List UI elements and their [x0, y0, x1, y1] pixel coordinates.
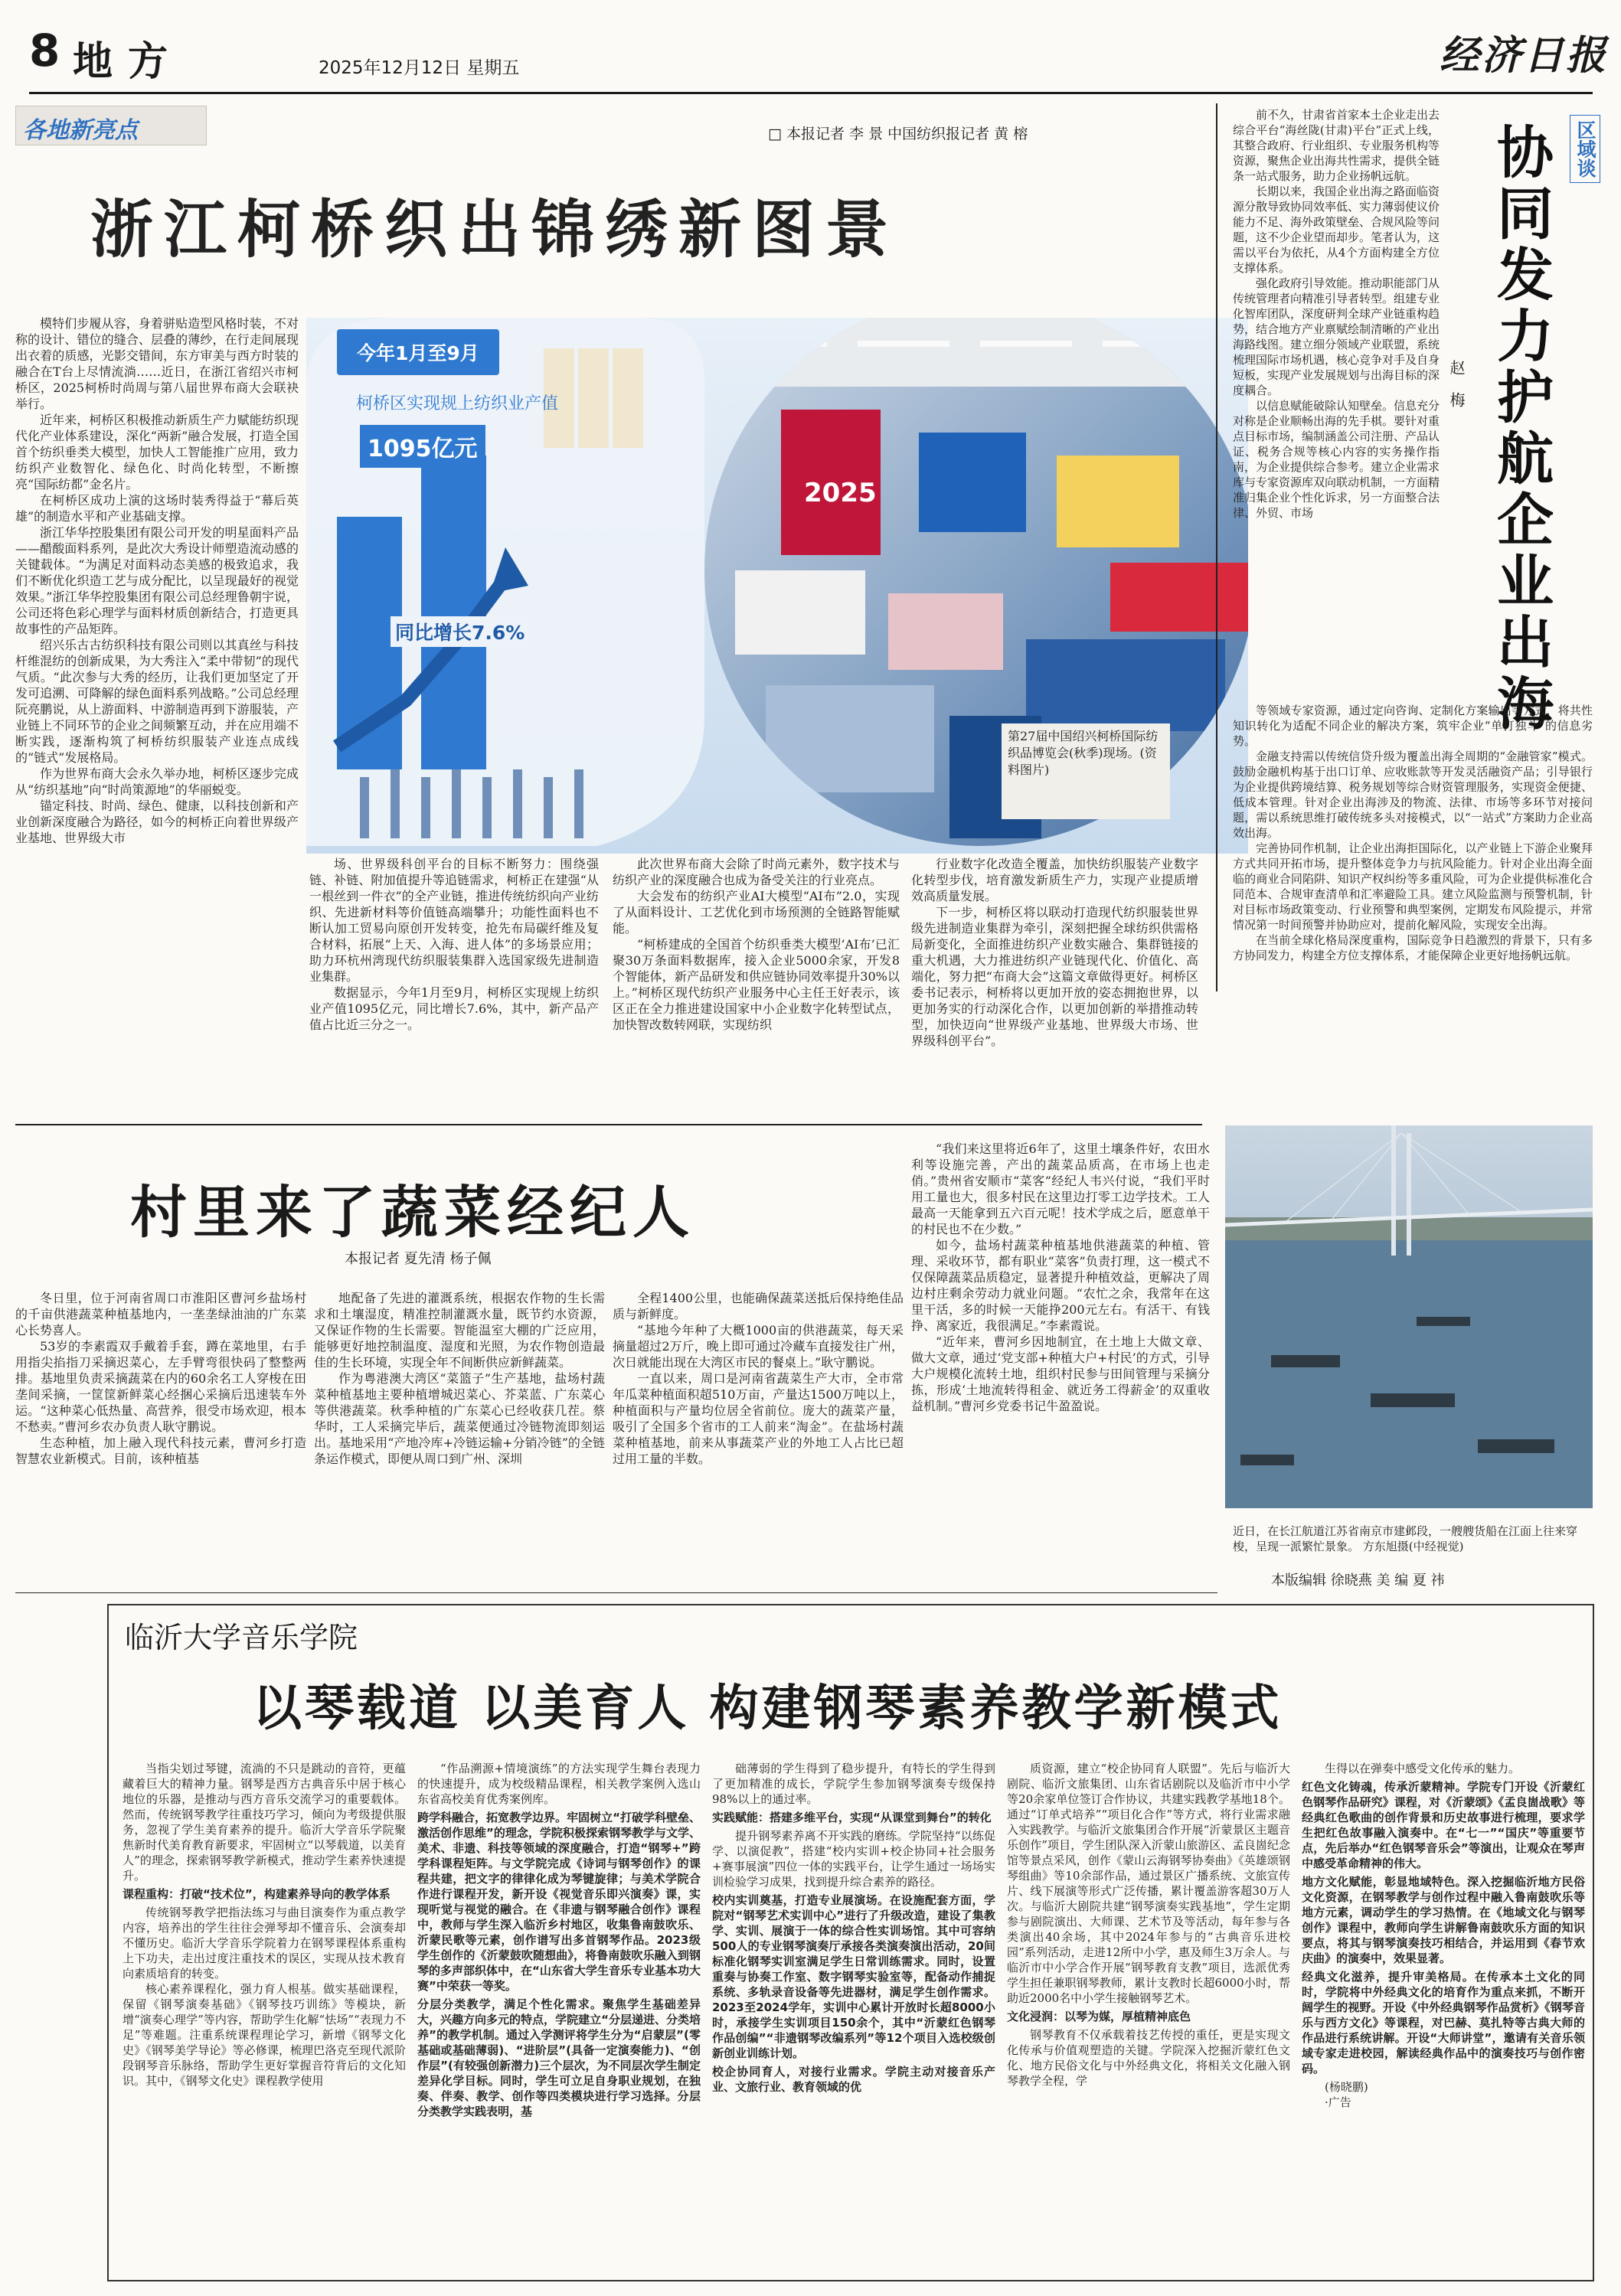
page-editors: 本版编辑 徐晓燕 美 编 夏 祎: [1271, 1573, 1445, 1589]
story1-column-4: [911, 856, 1198, 1118]
sidebar-paragraph: 强化政府引导效能。推动职能部门从传统管理者向精准引导者转型。组建专业化智库团队，深度研判全球产业链重构趋势，结合地方产业禀赋绘制清晰的产业出海路线图。建立细分领域产业联盟，系统梳理国际市场机遇，核心竞争对手及自身短板，实现产业发展规划与出海目标的深度耦合。: [1233, 276, 1440, 397]
story1-headline: 浙江柯桥织出锦绣新图景: [90, 193, 900, 266]
story3-paragraph: 校内实训奠基，打造专业展演场。在设施配套方面，学院对“钢琴艺术实训中心”进行了升级改造，建设了集教学、实训、展演于一体的综合性实训场馆。其中可容纳500人的专业钢琴演奏厅承接各类演奏演出活动，20间标准化钢琴实训室满足学生日常训练需求。同时，设置重奏与协奏工作室、数字钢琴实验室等，配备动作捕捉系统、多轨录音设备等先进器材，满足学生创作需求。2023至2024学年，实训中心累计开放时长超8000小时，承接学生实训项目150余个，其中“沂蒙红色钢琴作品创编”“非遗钢琴改编系列”等12个项目入选校级创新创业训练计划。: [712, 1893, 995, 2060]
story3-paragraph: 课程重构：打破“技术位”，构建素养导向的教学体系: [123, 1887, 391, 1901]
story2-headline: 村里来了蔬菜经纪人: [130, 1180, 695, 1246]
stat-period-chip: 今年1月至9月: [337, 329, 499, 375]
issue-date: 2025年12月12日 星期五: [319, 58, 520, 78]
story1-paragraph: 模特们步履从容，身着骈贴造型风格时装，不对称的设计、错位的缝合、层叠的薄纱，在行走间展现出衣着的质感，光影交错间，东方审美与西方时装的融合在T台上尽情流淌……近日，在浙江省绍兴市柯桥区，2025柯桥时尚周与第八届世界布商大会联袂举行。: [15, 316, 299, 411]
expo-sign-year: 2025: [804, 478, 877, 508]
story2-column-3: [613, 1290, 904, 1581]
story1-paragraph: 锚定科技、时尚、绿色、健康，以科技创新和产业创新深度融合为路径，如今的柯桥正向着世界级产业基地、世界级大市: [15, 799, 299, 845]
story3-paragraph: 文化浸润：以琴为媒，厚植精神底色: [1007, 2010, 1191, 2023]
story3-paragraph: 核心素养课程化，强力育人根基。做实基础课程，保留《钢琴演奏基础》《钢琴技巧训练》等模块，新增“演奏心理学”等内容，帮助学生化解“怯场”“表现力不足”等难题。注重系统课程理论学习，新增《钢琴文化史》《钢琴美学导论》等必修课，梳理巴洛克至现代派阶段钢琴音乐脉络，帮助学生更好掌握音符背后的文化知识。其中，《钢琴文化史》课程教学使用: [123, 1982, 406, 2088]
story-divider-1: [15, 1124, 1202, 1125]
story3-paragraph: 质资源，建立“校企协同育人联盟”。先后与临沂大剧院、临沂文旅集团、山东省话剧院以及临沂市中小学等20余家单位签订合作协议，共建实践教学基地18个。通过“订单式培养”“项目化合作”等方式，将行业需求融入实践教学。与临沂文旅集团合作开展“沂蒙景区主题音乐创作”项目，学生团队深入沂蒙山旅游区、孟良崮纪念馆等景点采风，创作《蒙山云海钢琴协奏曲》《英雄颂钢琴组曲》等10余部作品，通过景区广播系统、文旅宣传片、线下展演等形式广泛传播，累计覆盖游客超30万人次。与临沂大剧院共建“钢琴演奏实践基地”，学生定期参与剧院演出、大师课、艺术节及等活动，每年参与各类演出40余场，其中2024年参与的“古典音乐进校园”系列活动，走进12所中小学，惠及师生3万余人。与临沂市中小学合作开展“钢琴教育支教”项目，选派优秀学生担任兼职钢琴教师，累计支教时长超6000小时，帮助近2000名中小学生接触钢琴艺术。: [1007, 1762, 1290, 2005]
story2-paragraph: “基地今年种了大概1000亩的供港蔬菜，每天采摘量超过2万斤，晚上即可通过冷藏车直接发往广州，次日就能出现在大湾区市民的餐桌上。”耿守鹏说。: [613, 1323, 904, 1370]
story1-column-3: [613, 856, 900, 1118]
sidebar-tag: 区域谈: [1570, 115, 1600, 183]
story2-paragraph: 全程1400公里，也能确保蔬菜送抵后保持绝佳品质与新鲜度。: [613, 1291, 904, 1321]
story2-paragraph: 一直以来，周口是河南省蔬菜生产大市，全市常年瓜菜种植面积超510万亩，产量达1500万吨以上，种植面积与产量均位居全省前位。庞大的蔬菜产量，吸引了全国多个省市的工人前来“淘金”。在盐场村蔬菜种植基地，前来从事蔬菜产业的外地工人占比已超过用工量的半数。: [613, 1371, 904, 1466]
sidebar-paragraph: 完善协同作机制，让企业出海拒国际化，以产业链上下游企业聚拜方式共同开拓市场，提升整体竞争力与抗风险能力。针对企业出海全面临的商业合同陷阱、知识产权纠纷等多重风险，可为企业提供标准化合同范本、合规审查清单和汇率避险工具。建立风险监测与预警机制，针对目标市场政策变动、行业预警和典型案例，定期发布风险提示，并常情况第一时间预警并协助应对，提前化解风险，实现安全出海。: [1233, 841, 1593, 932]
story3-paragraph: (杨晓鹏): [1325, 2080, 1368, 2094]
expo-photo-caption: 第27届中国绍兴柯桥国际纺织品博览会(秋季)现场。(资料图片): [1002, 723, 1170, 819]
story2-column-4: [911, 1141, 1210, 1581]
story3-column-4: [1007, 1761, 1290, 2274]
sidebar-paragraph: 金融支持需以传统信贷升级为覆盖出海全周期的“金融管家”模式。鼓励金融机构基于出口订单、应收账款等开发灵活融资产品；引导银行为企业提供跨境结算、税务规划等综合财资管理服务，实现资金便捷、低成本管理。针对企业出海涉及的物流、法律、市场等多环节对接问题，需以系统思维打破传统多头对接模式，以“一站式”方案助力企业高效出海。: [1233, 750, 1593, 840]
story3-paragraph: 校企协同育人，对接行业需求。学院主动对接音乐产业、文旅行业、教育领域的优: [712, 2065, 995, 2094]
header-rule: [29, 92, 1593, 94]
story2-paragraph: 生态种植，加上融入现代科技元素，曹河乡打造智慧农业新模式。目前，该种植基: [15, 1435, 306, 1466]
story3-paragraph: 生得以在弹奏中感受文化传承的魅力。: [1325, 1762, 1521, 1775]
stat-growth: 同比增长7.6%: [391, 616, 529, 647]
story3-paragraph: ·广告: [1325, 2095, 1351, 2109]
sidebar-column-narrow: [1233, 107, 1440, 701]
story2-paragraph: 如今，盐场村蔬菜种植基地供港蔬菜的种植、管理、采收环节，都有职业“菜客”负责打理，这一模式不仅保障蔬菜品质稳定，显著提升种植效益，更解决了周边村庄剩余劳动力就业问题。“农忙之余，我常年在这里干活，多的时候一天能挣200元左右。有活干、有钱挣、离家近，我很满足。”李素霞说。: [911, 1238, 1210, 1333]
story1-paragraph: 作为世界布商大会永久举办地，柯桥区逐步完成从“纺织基地”向“时尚策源地”的华丽蜕变。: [15, 766, 299, 797]
sidebar-headline: 协同发力护航企业出海: [1488, 122, 1554, 735]
story1-paragraph: 此次世界布商大会除了时尚元素外，数字技术与纺织产业的深度融合也成为备受关注的行业亮点。: [613, 857, 900, 887]
story2-paragraph: 53岁的李素霞双手戴着手套，蹲在菜地里，右手用指尖掐指刀采摘迟菜心，左手臂弯很快码了整整两排。基地里负责采摘蔬菜在内的60余名工人穿梭在田垄间采摘，一筐筐新鲜菜心经捆心采摘后迅速装车外运。“这种菜心低热量、高营养，很受市场欢迎，根本不愁卖。”曹河乡农办负责人耿守鹏说。: [15, 1339, 306, 1434]
story2-column-2: [314, 1290, 605, 1581]
story1-paragraph: 行业数字化改造全覆盖，加快纺织服装产业数字化转型步伐，培育激发新质生产力，实现产业提质增效高质量发展。: [911, 857, 1198, 903]
story2-column-1: [15, 1290, 306, 1581]
story3-headline: 以琴载道 以美育人 构建钢琴素养教学新模式: [253, 1680, 1283, 1737]
story3-column-3: [712, 1761, 995, 2274]
story1-paragraph: 绍兴乐古古纺织科技有限公司则以其真丝与科技杆维混纺的创新成果，为大秀注入“柔中带韧”的现代气质。“此次参与大秀的经历，让我们更加坚定了开发可追溯、可降解的绿色面料系列战略。”公司总经理阮亮鹏说，从上游面料、中游制造再到下游服装，产业链上不同环节的企业之间频繁互动，并在应用端不断实践，逐渐构筑了柯桥纺织服装产业连点成线的“链式”发展格局。: [15, 638, 299, 765]
story-divider-2: [15, 1592, 1217, 1593]
page-number: 8: [29, 24, 60, 77]
story1-paragraph: 大会发布的纺织产业AI大模型“AI布”2.0，实现了从面料设计、工艺优化到市场预测的全链路智能赋能。: [613, 889, 900, 936]
story1-paragraph: 浙江华华控股集团有限公司开发的明星面料产品——醋酸面料系列，是此次大秀设计师塑造流动感的关键载体。“为满足对面料动态美感的极致追求，我们不断优化织造工艺与成分配比，以呈现最好的视觉效果。”浙江华华控股集团有限公司总经理鲁朝宇说，公司还将色彩心理学与面料材质创新结合，打造更具故事性的产品矩阵。: [15, 525, 299, 636]
story3-paragraph: 提升钢琴素养离不开实践的磨练。学院坚持“以练促学、以演促教”，搭建“校内实训+校企协同+社会服务+赛事展演”四位一体的实践平台，让学生通过一场场实训检验学习成果，找到提升综合素养的路径。: [712, 1829, 995, 1889]
story3-school: 临沂大学音乐学院: [125, 1621, 358, 1654]
story1-paragraph: “柯桥建成的全国首个纺织垂类大模型‘AI布’已汇聚30万条面料数据库，接入企业5000余家，开发8个智能体，新产品研发和供应链协同效率提升30%以上。”柯桥区现代纺织产业服务中心主任王好表示，该区正在全力推进建设国家中小企业数字化转型试点，加快智改数转网联，实现纺织: [613, 937, 900, 1032]
story3-column-2: [417, 1761, 701, 2274]
story1-paragraph: 在柯桥区成功上演的这场时装秀得益于“幕后英雄”的制造水平和产业基础支撑。: [15, 493, 299, 524]
sidebar-rule: [1216, 103, 1217, 991]
story2-paragraph: “近年来，曹河乡因地制宜，在土地上大做文章、做大文章，通过‘党支部+种植大户+村民’的方式，引导大户规模化流转土地，组织村民参与田间管理与采摘分拣，形成‘土地流转得租金、就近务工得薪金’的双重收益机制。”曹河乡党委书记牛盈盈说。: [911, 1334, 1210, 1413]
section-tag: 各地新亮点: [23, 117, 138, 144]
newspaper-logo: 经济日报: [1440, 32, 1609, 79]
story1-paragraph: 近年来，柯桥区积极推动新质生产力赋能纺织现代化产业体系建设，深化“两新”融合发展，打造全国首个纺织垂类大模型，加快人工智能推广应用，致力纺织产业数智化、绿色化、时尚化转型，不断擦亮“国际纺都”金名片。: [15, 413, 299, 492]
story2-paragraph: “我们来这里将近6年了，这里土壤条件好，农田水利等设施完善，产出的蔬菜品质高，在市场上也走俏。”贵州省安顺市“菜客”经纪人韦兴付说，“我们平时用工量也大，很多村民在这里边打零工边学技术。工人最高一天能拿到五六百元呢！技术学成之后，愿意单干的村民也不在少数。”: [911, 1141, 1210, 1236]
story3-paragraph: 分层分类教学，满足个性化需求。聚焦学生基础差异大，兴趣方向多元的特点，学院建立“分层递进、分类培养”的教学机制。通过入学测评将学生分为“启蒙层”(零基础或基础薄弱)、“进阶层”(具备一定演奏能力)、“创作层”(有较强创新潜力)三个层次，为不同层次学生制定差异化学目标。同时，学生可立足自身职业规划，在独奏、伴奏、教学、创作等四类模块进行学习选择。分层分类教学实践表明，基: [417, 1997, 701, 2118]
story3-paragraph: 经典文化滋养，提升审美格局。在传承本土文化的同时，学院将中外经典文化的培育作为重点来抓，不断开阔学生的视野。开设《中外经典钢琴作品赏析》《钢琴音乐与西方文化》等课程，对巴赫、莫扎特等古典大师的作品进行系统讲解。开设“大师讲堂”，邀请有关音乐领域专家走进校园，解读经典作品中的演奏技巧与创作密码。: [1302, 1970, 1585, 2076]
sidebar-paragraph: 等领域专家资源，通过定向咨询、定制化方案输出等方式，将共性知识转化为适配不同企业的解决方案，筑牢企业“单打独斗”的信息劣势。: [1233, 704, 1593, 748]
story3-paragraph: 地方文化赋能，彰显地域特色。深入挖掘临沂地方民俗文化资源，在钢琴教学与创作过程中融入鲁南鼓吹乐等地方元素，调动学生的学习热情。在《地域文化与钢琴创作》课程中，教师向学生讲解鲁南鼓吹乐方面的知识要点，将其与钢琴演奏技巧相结合，并运用到《春节欢庆曲》的演奏中，效果显著。: [1302, 1875, 1585, 1965]
sidebar-paragraph: 在当前全球化格局深度重构，国际竞争日趋激烈的背景下，只有多方协同发力，构建全方位支撑体系，才能保障企业更好地扬帆远航。: [1233, 933, 1593, 962]
story3-paragraph: 红色文化铸魂，传承沂蒙精神。学院专门开设《沂蒙红色钢琴作品研究》课程，对《沂蒙颂》《孟良崮战歌》等经典红色歌曲的创作背景和历史故事进行梳理，要求学生把红色故事融入演奏中。在“七一”“国庆”等重要节点，先后举办“红色钢琴音乐会”等演出，让观众在琴声中感受革命精神的伟大。: [1302, 1780, 1585, 1870]
section-name: 地方: [73, 38, 184, 85]
sidebar-paragraph: 以信息赋能破除认知壁垒。信息充分对称是企业顺畅出海的先手棋。要针对重点目标市场，编制涵盖公司注册、产品认证、税务合规等核心内容的实务操作指南，为企业提供综合参考。建立企业需求库与专家资源库双向联动机制，一方面精准归集企业个性化诉求，另一方面整合法律、外贸、市场: [1233, 399, 1440, 520]
sidebar-paragraph: 前不久，甘肃省首家本土企业走出去综合平台“海丝陇(甘肃)平台”正式上线，其整合政府、行业组织、专业服务机构等资源，聚焦企业出海共性需求，提供全链条一站式服务，助力企业扬帆远航。: [1233, 108, 1440, 183]
river-photo-caption: 近日，在长江航道江苏省南京市建邺段，一艘艘货船在江面上往来穿梭，呈现一派繁忙景象。 方东旭摄(中经视觉): [1233, 1524, 1578, 1553]
story2-paragraph: 地配备了先进的灌溉系统，根据农作物的生长需求和土壤湿度，精准控制灌溉水量，既节约水资源，又保证作物的生长需要。智能温室大棚的广泛应用，能够更好地控制温度、湿度和光照，为农作物创造最佳的生长环境，实现全年不间断供应新鲜蔬菜。: [314, 1291, 605, 1370]
stat-value: 1095亿元: [360, 425, 485, 468]
story3-paragraph: 传统钢琴教学把指法练习与曲目演奏作为重点教学内容，培养出的学生往往会弹琴却不懂音乐、会演奏却不懂历史。临沂大学音乐学院着力在钢琴课程体系重构上下功夫，走出过度注重技术的误区，实现从技术教育向素质培育的转变。: [123, 1906, 406, 1981]
story1-paragraph: 数据显示，今年1月至9月，柯桥区实现规上纺织业产值1095亿元，同比增长7.6%，其中，新产品产值占比近三分之一。: [309, 985, 599, 1032]
story1-paragraph: 下一步，柯桥区将以联动打造现代纺织服装世界级先进制造业集群为牵引，深刻把握全球纺织供需格局新变化，全面推进纺织产业数实融合、集群链接的重大机遇，大力推进纺织产业链现代化、价值化、高端化，努力把“布商大会”这篇文章做得更好。柯桥区委书记表示，柯桥将以更加开放的姿态拥抱世界，以更加务实的行动深化合作，以更加创新的举措推动转型，加快迈向“世界级产业基地、世界级大市场、世界级科创平台”。: [911, 905, 1198, 1048]
story1-column-2: [309, 856, 599, 1118]
story3-paragraph: 础薄弱的学生得到了稳步提升，有特长的学生得到了更加精准的成长，学院学生参加钢琴演奏专级保持98%以上的通过率。: [712, 1762, 995, 1806]
story3-paragraph: 钢琴教育不仅承载着技艺传授的重任，更是实现文化传承与价值观塑造的关键。学院深入挖掘沂蒙红色文化、地方民俗文化与中外经典文化，将相关文化融入钢琴教学全程，学: [1007, 2028, 1290, 2088]
story3-paragraph: 跨学科融合，拓宽教学边界。牢固树立“打破学科壁垒、激活创作思维”的理念，学院积极探索钢琴教学与文学、美术、非遗、科技等领域的深度融合，打造“钢琴+”跨学科课程矩阵。与文学院完成《诗词与钢琴创作》的课程共建，把文字的律律化成为琴键旋律；与美术学院合作进行课程开发，新开设《视觉音乐即兴演奏》课，实现听觉与视觉的融合。在《非遗与钢琴融合创作》课程中，教师与学生深入临沂乡村地区，收集鲁南鼓吹乐、沂蒙民歌等元素，创作谱写出多首钢琴作品。2023级学生创作的《沂蒙鼓吹随想曲》，将鲁南鼓吹乐融入到钢琴的多声部织体中，在“山东省大学生音乐专业基本功大赛”中荣获一等奖。: [417, 1811, 701, 1993]
sidebar-paragraph: 长期以来，我国企业出海之路面临资源分散导致协同效率低、实力薄弱使议价能力不足、海外政策壁垒、合规风险等问题，这不少企业望而却步。笔者认为，这需以平台为依托，从4个方面构建全方位支撑体系。: [1233, 185, 1440, 275]
sidebar-author: 赵梅: [1447, 360, 1466, 424]
story1-byline: □ 本报记者 李 景 中国纺织报记者 黄 榕: [768, 126, 1028, 142]
story3-paragraph: 当指尖划过琴键，流淌的不只是跳动的音符，更蕴藏着巨大的精神力量。钢琴是西方古典音乐中居于核心地位的乐器，是推动与西方音乐交流学习的重要载体。然而，传统钢琴教学往重技巧学习，倾向为考级提供服务，忽视了学生美育素养的提升。临沂大学音乐学院聚焦新时代美育教育新要求，牢固树立“以琴载道，以美育人”的理念，探索钢琴教学新模式，推动学生素养快速提升。: [123, 1762, 406, 1883]
stat-label: 柯桥区实现规上纺织业产值: [356, 394, 559, 413]
story2-byline: 本报记者 夏先清 杨子佩: [345, 1251, 492, 1267]
story3-paragraph: 实践赋能：搭建多维平台，实现“从课堂到舞台”的转化: [712, 1811, 992, 1824]
river-photo: [1225, 1125, 1593, 1508]
story3-column-5: [1302, 1761, 1585, 2274]
story3-column-1: [123, 1761, 406, 2274]
fabric-rolls-illustration: [544, 348, 643, 448]
story3-paragraph: “作品溯源+情境演练”的方法实现学生舞台表现力的快速提升，成为校级精品课程，相关教学案例入选山东省高校美育优秀案例库。: [417, 1762, 701, 1806]
story2-paragraph: 作为粤港澳大湾区“菜篮子”生产基地，盐场村蔬菜种植基地主要种植增城迟菜心、芥菜蓝、广东菜心等供港蔬菜。秋季种植的广东菜心已经收获几茬。蔡华时，工人采摘完毕后，蔬菜便通过冷链物流即刻运出。基地采用“产地冷库+冷链运输+分销冷链”的全链条运作模式，即便从周口到广州、深圳: [314, 1371, 605, 1466]
sidebar-column-wide: [1233, 703, 1593, 994]
story2-paragraph: 冬日里，位于河南省周口市淮阳区曹河乡盐场村的千亩供港蔬菜种植基地内，一垄垄绿油油的广东菜心长势喜人。: [15, 1291, 306, 1337]
story1-column-1: [15, 315, 299, 1112]
story1-paragraph: 场、世界级科创平台的目标不断努力：围绕强链、补链、附加值提升等追链需求，柯桥正在建强“从一根丝到一件衣”的全产业链，推进传统纺织向产业纺织、先进新材料等价值链高端攀升；功能性面料也不断认加工贸易向原创开发转变，抢先布局碳纤维及复合材料，拓展“上天、入海、进人体”的多场景应用；助力环杭州湾现代纺织服装集群入选国家级先进制造业集群。: [309, 857, 599, 984]
